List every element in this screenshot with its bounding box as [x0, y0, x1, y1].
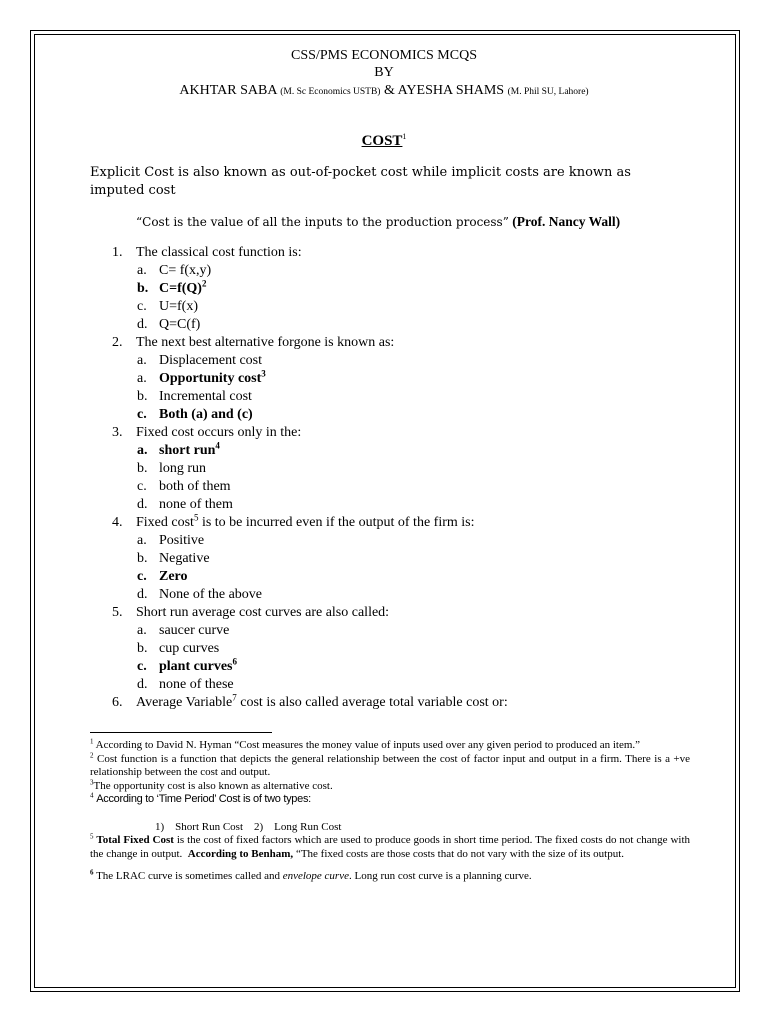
- section-title-text: COST: [361, 133, 403, 149]
- option-item-answer: a. short run$^4$: [137, 440, 220, 458]
- section-title: [34, 133, 734, 150]
- question-text: The next best alternative forgone is known as:: [136, 335, 395, 350]
- author1: AKHTAR SABA: [179, 83, 277, 98]
- question-item: 2. The next best alternative forgone is known as:: [112, 335, 395, 350]
- question-text: Fixed cost occurs only in the:: [136, 425, 302, 440]
- option-item-answer: c. Both (a) and (c): [137, 407, 253, 422]
- footnote-4-list: 1) Short Run Cost 2) Long Run Cost: [155, 820, 342, 833]
- footnote-4: $^4$ According to ‘Time Period’ Cost is of two types:: [90, 791, 311, 805]
- option-item: a. C= f(x,y): [137, 263, 212, 278]
- question-item: 1. The classical cost function is:: [112, 245, 302, 260]
- question-item: 3. Fixed cost occurs only in the:: [112, 425, 302, 440]
- option-item: d. Q=C(f): [137, 317, 201, 332]
- footnote-6: $^6$ The LRAC curve is sometimes called and envelope curve. Long run cost curve is a planning curve.: [90, 868, 532, 882]
- option-item: c. both of them: [137, 479, 231, 494]
- option-item: b. Incremental cost: [137, 389, 252, 404]
- question-item: 4. Fixed cost$^5$ is to be incurred even if the output of the firm is:: [112, 512, 475, 530]
- intro-text: Explicit Cost is also known as out-of-pocket cost while implicit costs are known as imputed cost: [90, 165, 631, 198]
- quote-source: (Prof. Nancy Wall): [512, 214, 621, 229]
- footnote-3: $^3$The opportunity cost is also known as alternative cost.: [90, 777, 333, 792]
- footnote-2: $^2$ Cost function is a function that depicts the general relationship between the cost of factor input and output in a firm. There is a +ve relationship between the cost and output.: [90, 750, 691, 778]
- option-item: c. U=f(x): [137, 299, 198, 314]
- header-line1: CSS/PMS ECONOMICS MCQS: [291, 48, 477, 63]
- author2: AYESHA SHAMS: [397, 83, 505, 98]
- question-item: 6. Average Variable$^7$ cost is also called average total variable cost or:: [112, 692, 508, 710]
- quote-text: “Cost is the value of all the inputs to the production process”: [136, 215, 509, 229]
- header-line2: BY: [374, 65, 394, 80]
- question-text: The classical cost function is:: [136, 245, 302, 260]
- option-item: d. none of them: [137, 497, 233, 512]
- footnote-separator: [90, 732, 272, 733]
- option-item: b. long run: [137, 461, 207, 476]
- option-item: b. Negative: [137, 551, 210, 566]
- quote: [136, 214, 696, 230]
- option-item-answer: b. $C=f(Q)^2$: [137, 278, 207, 296]
- option-item: a. Positive: [137, 533, 205, 548]
- option-item: d. None of the above: [137, 587, 263, 602]
- option-item: b. cup curves: [137, 641, 220, 656]
- footnotes: [90, 737, 693, 884]
- option-item: d. none of these: [137, 677, 234, 692]
- question-list: [112, 244, 712, 712]
- option-item-answer: c. Zero: [137, 569, 188, 584]
- question-item: 5. Short run average cost curves are also called:: [112, 605, 390, 620]
- header-authors: [34, 82, 734, 101]
- question-text: Short run average cost curves are also called:: [136, 605, 390, 620]
- option-item-answer: a. Opportunity cost$^3$: [137, 368, 266, 386]
- footnote-ref: 1: [402, 132, 407, 141]
- option-item: a. Displacement cost: [137, 353, 263, 368]
- option-item-answer: c. plant curves$^6$: [137, 656, 237, 674]
- author1-credentials: (M. Sc Economics USTB): [280, 87, 381, 97]
- author2-credentials: (M. Phil SU, Lahore): [507, 87, 589, 97]
- author-ampersand: &: [383, 83, 395, 98]
- option-item: a. saucer curve: [137, 623, 230, 638]
- footnote-1: $^1$ According to David N. Hyman “Cost measures the money value of inputs used over any given period to produced an item.”: [90, 737, 641, 751]
- footnote-5: $^5$ Total Fixed Cost is the cost of fixed factors which are used to produce goods in short time period. The fixed costs do not change with the change in output. According to Benham, “The fixed costs are those costs that do not vary with the size of its output.: [90, 832, 693, 860]
